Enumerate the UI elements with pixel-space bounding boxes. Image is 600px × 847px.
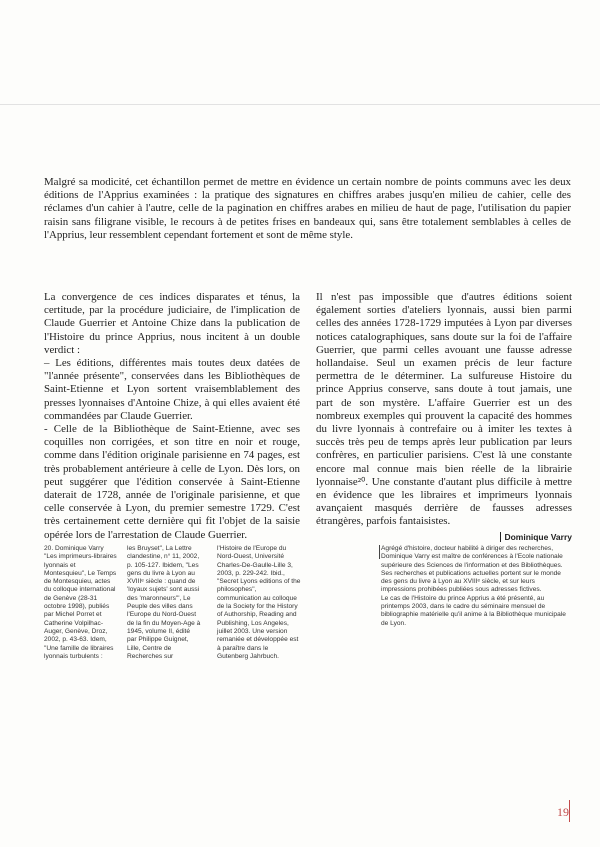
footnote-col-2: les Bruyset", La Lettre clandestine, n° 11, 2002, p. 105-127. Ibidem, "Les gens du livre à Lyon au XVIIIᵉ siècle : quand de 'loyaux sujets' sont aussi des 'maronneurs'", Le Peuple des villes dans l'Europe du Nord-Ouest de la fin du Moyen-Age à 1945, volume II, édité par Philippe Guignet, Lille, Centre de Recherches sur (127, 545, 201, 660)
footnote-col-3: l'Histoire de l'Europe du Nord-Ouest, Université Charles-De-Gaulle-Lille 3, 2003, p. 229-242. Ibid., "Secret Lyons editions of the philosophes", communication au colloque de la Society for the History of Authorship, Reading and Publishing, Los Angeles, juillet 2003. Une version remaniée et développée est à paraître dans le Gutenberg Jahrbuch. (217, 545, 301, 660)
left-paragraph-2: – Les éditions, différentes mais toutes deux datées de "l'année présente", conservées dans les Bibliothèques de Saint-Etienne et Lyon sortent vraisemblablement des presses lyonnaises d'Antoine Chize, à qui elles avaient été commandées par Claude Guerrier. (44, 357, 300, 422)
signature-wrap (316, 531, 572, 544)
bio-paragraph-1: Agrégé d'histoire, docteur habilité à diriger des recherches, Dominique Varry est maître de conférences à l'Ecole nationale supérieure des Sciences de l'information et des Bibliothèques. Ses recherches et publications actuelles portent sur le monde des gens du livre à Lyon au XVIIIᵉ siècle, et sur leurs impressions prohibées publiées sous adresses fictives. (381, 545, 563, 594)
left-paragraph-3: - Celle de la Bibliothèque de Saint-Etienne, avec ses coquilles non corrigées, et son titre en noir et rouge, comme dans l'édition originale parisienne en 74 pages, est très probablement antérieure à celle de Lyon. Dès lors, on peut suggérer que l'édition conservée à Saint-Etienne daterait de 1728, année de l'originale parisienne, et que celle conservée à Lyon, du premier semestre 1729. C'est très certainement cette dernière qui fit l'objet de la saisie opérée lors de l'arrestation de Claude Guerrier. (44, 423, 300, 541)
intro-paragraph: Malgré sa modicité, cet échantillon permet de mettre en évidence un certain nombre de points communs avec les deux éditions de l'Apprius examinées : la pratique des signatures en chiffres arabes jusqu'en milieu de cahier, celle des réclames d'un cahier à l'autre, celle de la pagination en chiffres arabes en milieu de haut de page, l'utilisation du papier raisin sans filigrane visible, le recours à de petites frises en bandeaux qui, sans être totalement semblables à celles de l'Apprius, leur ressemblent cependant fortement et sont de même style. (44, 176, 571, 241)
bio-paragraph-2: Le cas de l'Histoire du prince Apprius a été présenté, au printemps 2003, dans le cadre du séminaire mensuel de bibliographie matérielle qu'il anime à la Bibliothèque municipale de Lyon. (381, 594, 566, 627)
page-number: 19 (557, 805, 569, 819)
header-rule (0, 104, 600, 105)
left-paragraph-1: La convergence de ces indices disparates et ténus, la certitude, par la procédure judiciaire, de l'implication de Claude Guerrier et Antoine Chize dans la publication de l'Histoire du prince Apprius, nous incitent à un double verdict : (44, 291, 300, 356)
page-number-rule (569, 800, 570, 822)
bio-marker (379, 545, 380, 559)
author-bio (381, 545, 571, 628)
author-signature: Dominique Varry (500, 532, 572, 542)
footnote-col-1: 20. Dominique Varry "Les imprimeurs-libraires lyonnais et Montesquieu", Le Temps de Montesquieu, actes du colloque international de Genève (28-31 octobre 1998), publiés par Michel Porret et Catherine Volpilhac-Auger, Genève, Droz, 2002, p. 43-63. Idem, "Une famille de libraires lyonnais turbulents : (44, 545, 117, 660)
right-paragraph: Il n'est pas impossible que d'autres éditions soient également sorties d'ateliers lyonnais, aussi bien parmi celles des années 1728-1729 imputées à Lyon par diverses notices catalographiques, sans doute sur la foi de l'affaire Guerrier, que parmi celles avouant une fausse adresse hollandaise. Seul un examen précis de leur facture permettra de le déterminer. La sulfureuse Histoire du prince Apprius conserve, sans doute à tout jamais, une part de son mystère. L'affaire Guerrier est un des nombreux exemples qui prouvent la capacité des hommes du livre lyonnais à contrefaire ou à imiter les textes à succès très peu de temps après leur publication par leurs confrères, en particulier parisiens. C'est là une constante encore mal connue mais bien réelle de la librairie lyonnaise²⁰. Une constante d'autant plus difficile à mettre en évidence que les libraires et imprimeurs lyonnais avançaient masqués derrière de fausses adresses étrangères, parfois fantaisistes. (316, 291, 572, 528)
right-column (316, 291, 572, 544)
left-column (44, 291, 300, 542)
